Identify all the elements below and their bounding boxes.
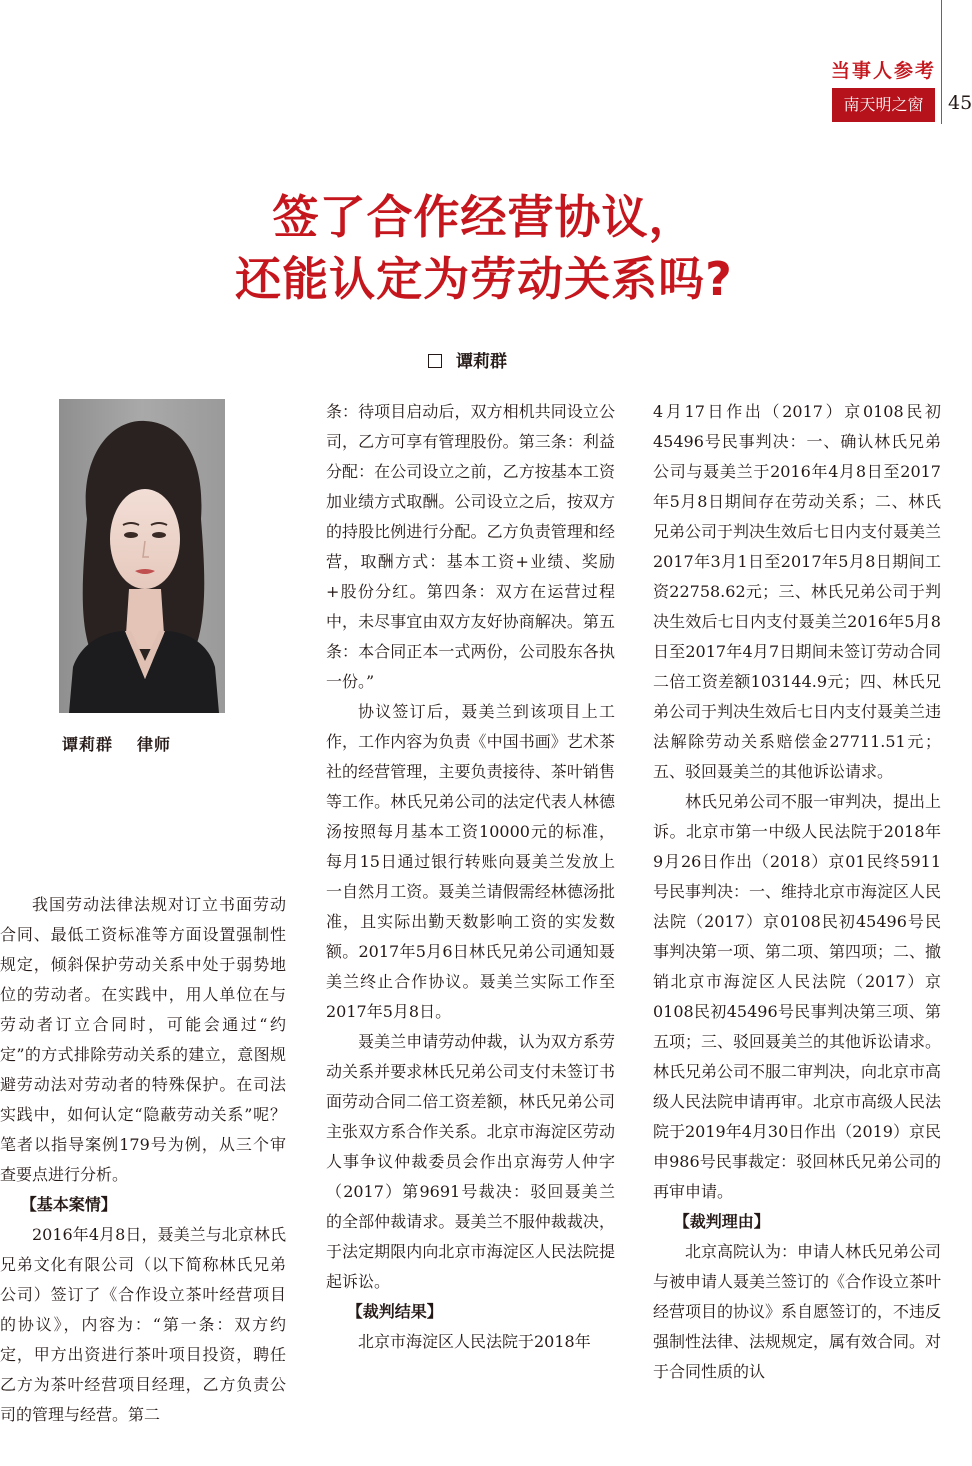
- text-column-1: [0, 890, 286, 1430]
- byline: [428, 347, 507, 372]
- body-paragraph: 4月17日作出（2017）京0108民初45496号民事判决：一、确认林氏兄弟公司与聂美兰于2016年4月8日至2017年5月8日期间存在劳动关系；二、林氏兄弟公司于判决生效后七日内支付聂美兰2017年3月1日至2017年5月8日期间工资22758.62元；三、林氏兄弟公司于判决生效后七日内支付聂美兰2016年5月8日至2017年4月7日期间未签订劳动合同二倍工资差额103144.9元；四、林氏兄弟公司于判决生效后七日内支付聂美兰违法解除劳动关系赔偿金27711.51元；五、驳回聂美兰的其他诉讼请求。: [653, 402, 942, 781]
- section-heading-judgment-result: 【裁判结果】: [346, 1302, 443, 1321]
- square-bullet-icon: [428, 354, 442, 368]
- header-divider: [941, 0, 942, 124]
- photo-caption: [62, 732, 171, 755]
- author-name: 谭莉群: [456, 352, 507, 372]
- intro-paragraph: 我国劳动法律法规对订立书面劳动合同、最低工资标准等方面设置强制性规定，倾斜保护劳动关系中处于弱势地位的劳动者。在实践中，用人单位在与劳动者订立合同时，可能会通过“约定”的方式排除劳动关系的建立，意图规避劳动法对劳动者的特殊保护。在司法实践中，如何认定“隐蔽劳动关系”呢？笔者以指导案例179号为例，从三个审查要点进行分析。: [0, 895, 286, 1184]
- title-line-2: 还能认定为劳动关系吗?: [235, 252, 733, 306]
- body-paragraph: 北京高院认为：申请人林氏兄弟公司与被申请人聂美兰签订的《合作设立茶叶经营项目的协议》系自愿签订的，不违反强制性法律、法规规定，属有效合同。对于合同性质的认: [653, 1242, 942, 1381]
- section-heading-judgment-reason: 【裁判理由】: [673, 1212, 770, 1231]
- section-label: 当事人参考: [830, 60, 936, 82]
- body-paragraph: 协议签订后，聂美兰到该项目上工作，工作内容为负责《中国书画》艺术茶社的经营管理，主要负责接待、茶叶销售等工作。林氏兄弟公司的法定代表人林德汤按照每月基本工资10000元的标准，每月15日通过银行转账向聂美兰发放上一自然月工资。聂美兰请假需经林德汤批准，且实际出勤天数影响工资的实发数额。2017年5月6日林氏兄弟公司通知聂美兰终止合作协议。聂美兰实际工作至2017年5月8日。: [326, 702, 615, 1021]
- body-paragraph: 2016年4月8日，聂美兰与北京林氏兄弟文化有限公司（以下简称林氏兄弟公司）签订了《合作设立茶叶经营项目的协议》，内容为：“第一条：双方约定，甲方出资进行茶叶项目投资，聘任乙方为茶叶经营项目经理，乙方负责公司的管理与经营。第二: [0, 1225, 286, 1424]
- body-paragraph: 林氏兄弟公司不服一审判决，提出上诉。北京市第一中级人民法院于2018年9月26日作出（2018）京01民终5911号民事判决：一、维持北京市海淀区人民法院（2017）京0108民初45496号民事判决第一项、第二项、第四项；二、撤销北京市海淀区人民法院（2017）京0108民初45496号民事判决第三项、第五项；三、驳回聂美兰的其他诉讼请求。林氏兄弟公司不服二审判决，向北京市高级人民法院申请再审。北京市高级人民法院于2019年4月30日作出（2019）京民申986号民事裁定：驳回林氏兄弟公司的再审申请。: [653, 792, 942, 1201]
- caption-role: 律师: [137, 735, 172, 754]
- title-line-1: 签了合作经营协议，: [272, 190, 696, 244]
- article-title: [0, 186, 968, 310]
- section-heading-basic-facts: 【基本案情】: [20, 1195, 117, 1214]
- text-column-3: [653, 397, 941, 1387]
- author-photo: [59, 399, 225, 713]
- page-header: [0, 0, 972, 130]
- body-paragraph: 条：待项目启动后，双方相机共同设立公司，乙方可享有管理股份。第三条：利益分配：在公司设立之前，乙方按基本工资加业绩方式取酬。公司设立之后，按双方的持股比例进行分配。乙方负责管理和经营，取酬方式：基本工资+业绩、奖励+股份分红。第四条：双方在运营过程中，未尽事宜由双方友好协商解决。第五条：本合同正本一式两份，公司股东各执一份。”: [326, 402, 615, 691]
- caption-name: 谭莉群: [62, 735, 114, 754]
- column-tag: 南天明之窗: [832, 88, 935, 122]
- page-number: 45: [948, 92, 972, 114]
- body-paragraph: 聂美兰申请劳动仲裁，认为双方系劳动关系并要求林氏兄弟公司支付未签订书面劳动合同二倍工资差额，林氏兄弟公司主张双方系合作关系。北京市海淀区劳动人事争议仲裁委员会作出京海劳人仲字（2017）第9691号裁决：驳回聂美兰的全部仲裁请求。聂美兰不服仲裁裁决，于法定期限内向北京市海淀区人民法院提起诉讼。: [326, 1032, 615, 1291]
- body-paragraph: 北京市海淀区人民法院于2018年: [358, 1332, 591, 1351]
- text-column-2: [326, 397, 615, 1357]
